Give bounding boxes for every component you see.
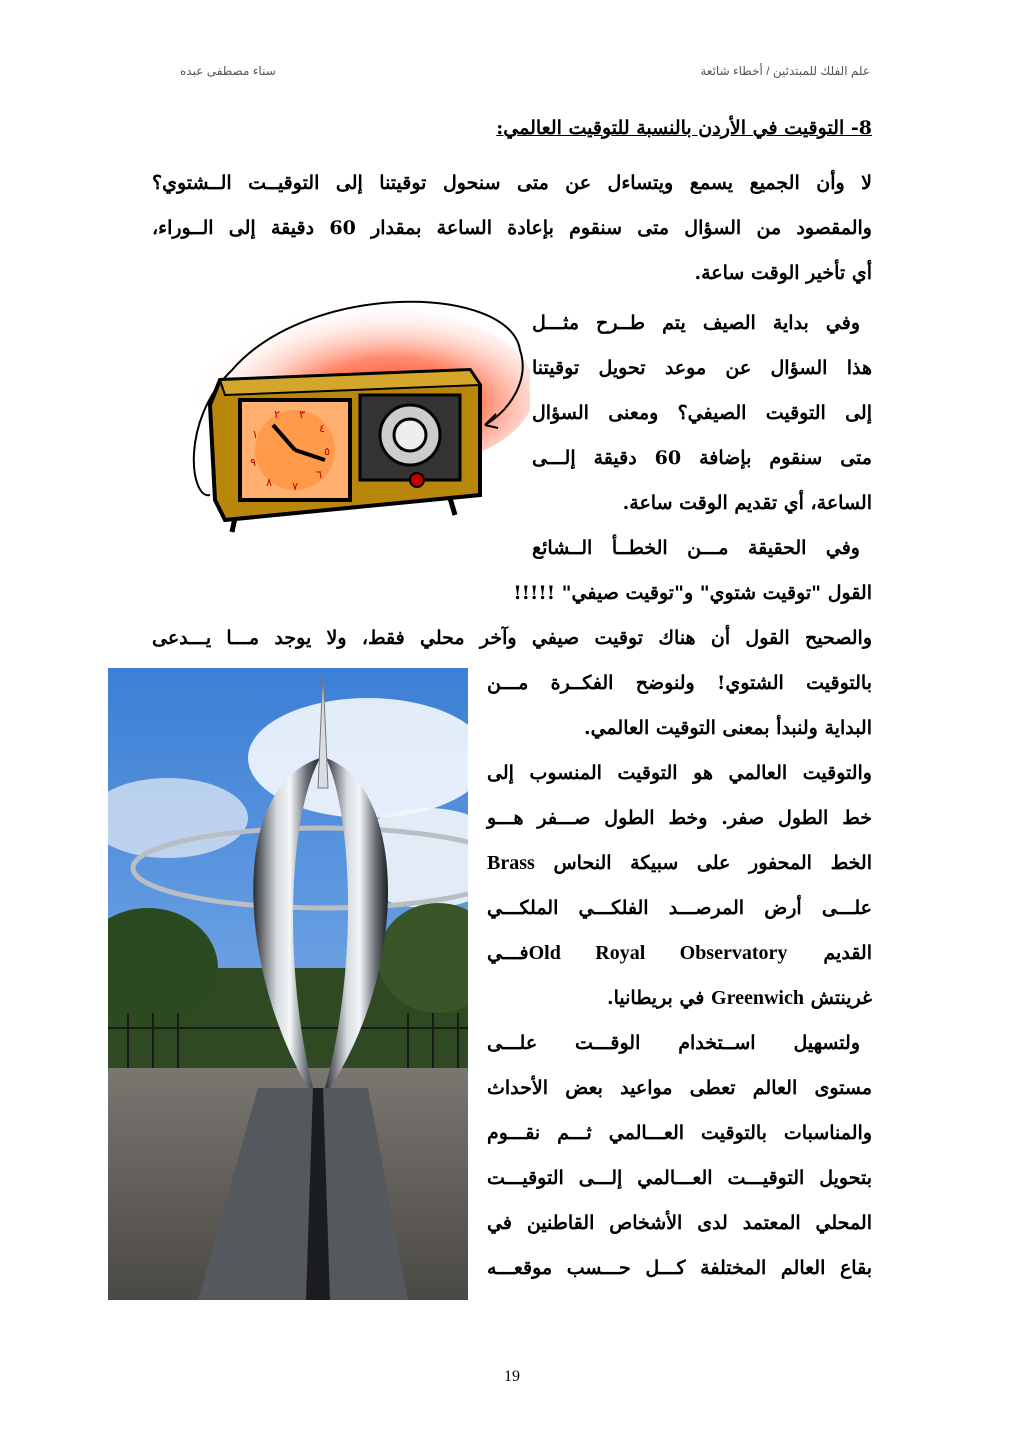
line-text: غرينتش bbox=[810, 987, 872, 1009]
paragraph-line: بتحويل التوقيـــت العـــالمي إلـــى التوقيـــت bbox=[487, 1167, 872, 1189]
paragraph-line bbox=[487, 849, 872, 879]
svg-text:١: ١ bbox=[252, 428, 258, 441]
svg-text:٣: ٣ bbox=[299, 408, 305, 421]
svg-text:٥: ٥ bbox=[324, 445, 330, 458]
paragraph-line bbox=[487, 939, 872, 969]
paragraph-line: والصحيح القول أن هناك توقيت صيفي وآخر محلي فقط، ولا يوجد مـــا يـــدعى bbox=[152, 627, 872, 649]
svg-text:٤: ٤ bbox=[319, 422, 325, 435]
paragraph-line: القول "توقيت شتوي" و"توقيت صيفي" !!!!! bbox=[513, 582, 872, 604]
paragraph-line: المحلي المعتمد لدى الأشخاص القاطنين في bbox=[487, 1212, 872, 1234]
line-text: فـــي bbox=[487, 942, 529, 964]
svg-text:٢: ٢ bbox=[274, 408, 280, 421]
header-author: سناء مصطفى عبده bbox=[180, 64, 276, 78]
paragraph-line: مستوى العالم تعطى مواعيد بعض الأحداث bbox=[487, 1077, 872, 1099]
english-term: Brass bbox=[487, 852, 535, 874]
paragraph-line: البداية ولنبدأ بمعنى التوقيت العالمي. bbox=[583, 717, 872, 739]
radio-clock-illustration bbox=[180, 290, 530, 535]
page-number: 19 bbox=[504, 1368, 520, 1385]
paragraph-line: خط الطول صفر. وخط الطول صـــفر هـــو bbox=[487, 807, 872, 829]
paragraph-line: الساعة، أي تقديم الوقت ساعة. bbox=[622, 492, 872, 514]
paragraph-line: هذا السؤال عن موعد تحويل توقيتنا bbox=[532, 357, 872, 379]
paragraph-line: وفي الحقيقة مـــن الخطــأ الــشائع bbox=[532, 537, 860, 559]
line-text: في بريطانيا. bbox=[606, 987, 705, 1009]
paragraph-line: علـــى أرض المرصـــد الفلكـــي الملكـــي bbox=[487, 897, 872, 919]
paragraph-line: إلى التوقيت الصيفي؟ ومعنى السؤال bbox=[532, 402, 872, 424]
paragraph-line: والتوقيت العالمي هو التوقيت المنسوب إلى bbox=[487, 762, 872, 784]
line-text: الخط المحفور على سبيكة النحاس bbox=[553, 852, 872, 874]
paragraph-line: لا وأن الجميع يسمع ويتساءل عن متى سنحول توقيتنا إلى التوقيــت الــشتوي؟ bbox=[152, 172, 872, 194]
svg-text:٧: ٧ bbox=[292, 480, 298, 493]
header-book-title: علم الفلك للمبتدئين / أخطاء شائعة bbox=[700, 64, 870, 78]
paragraph-line: بقاع العالم المختلفة كـــل حـــسب موقعـــه bbox=[487, 1257, 872, 1279]
line-text: القديم bbox=[823, 942, 872, 964]
svg-text:٨: ٨ bbox=[266, 476, 272, 489]
paragraph-line: ولتسهيل اســتخدام الوقـــت علـــى bbox=[487, 1032, 860, 1054]
page-header bbox=[180, 64, 870, 84]
paragraph-line: أي تأخير الوقت ساعة. bbox=[694, 262, 872, 284]
english-term: Old Royal Observatory bbox=[528, 942, 788, 964]
paragraph-line bbox=[607, 984, 872, 1014]
paragraph-line: بالتوقيت الشتوي! ولنوضح الفكــرة مـــن bbox=[487, 672, 872, 694]
paragraph-line: متى سنقوم بإضافة 60 دقيقة إلـــى bbox=[532, 447, 872, 469]
section-heading: 8- التوقيت في الأردن بالنسبة للتوقيت العالمي: bbox=[496, 117, 872, 139]
paragraph-line: والمناسبات بالتوقيت العـــالمي ثـــم نقـــوم bbox=[487, 1122, 872, 1144]
paragraph-line: وفي بداية الصيف يتم طــرح مثـــل bbox=[532, 312, 860, 334]
svg-text:٦: ٦ bbox=[316, 468, 322, 481]
greenwich-meridian-sculpture-photo bbox=[108, 668, 468, 1300]
english-term: Greenwich bbox=[711, 987, 804, 1009]
svg-text:٩: ٩ bbox=[250, 456, 256, 469]
paragraph-line: والمقصود من السؤال متى سنقوم بإعادة الساعة بمقدار 60 دقيقة إلى الــوراء، bbox=[152, 217, 872, 239]
